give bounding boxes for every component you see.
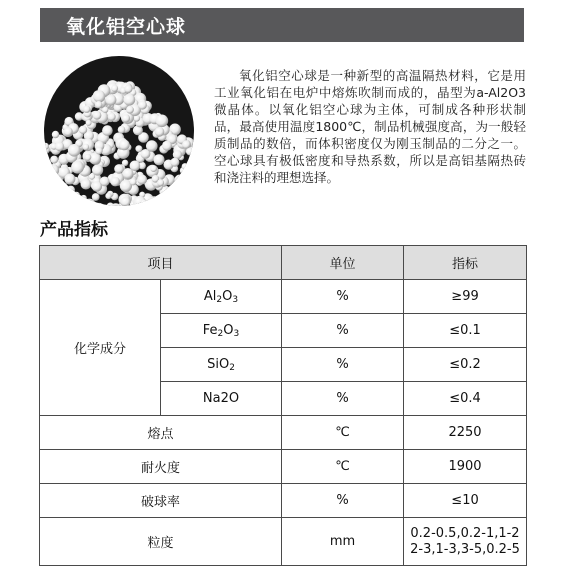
value-cell: ≤0.4 (404, 382, 527, 416)
sphere (92, 164, 103, 175)
sphere (122, 114, 130, 122)
sphere (69, 197, 77, 205)
sphere (137, 175, 147, 185)
sphere (51, 202, 63, 206)
unit-cell: ℃ (282, 450, 404, 484)
sphere (52, 131, 59, 138)
hollow-spheres-image (44, 56, 194, 206)
sphere (189, 181, 194, 188)
sphere (64, 174, 75, 185)
sphere (138, 101, 147, 110)
sphere (174, 175, 185, 186)
sphere (64, 127, 73, 136)
sphere (46, 189, 52, 195)
sphere (73, 192, 80, 199)
sphere (50, 176, 59, 185)
sphere (157, 179, 164, 186)
formula-cell: $Fe_2O_3$ (161, 314, 282, 348)
sphere (95, 147, 102, 154)
sphere (105, 193, 111, 199)
sphere (81, 179, 92, 190)
sphere (175, 187, 186, 198)
value-cell: ≤0.2 (404, 348, 527, 382)
sphere (170, 158, 179, 167)
sphere (61, 183, 68, 190)
unit-cell: % (282, 484, 404, 518)
item-cell: 耐火度 (40, 450, 282, 484)
unit-cell: % (282, 314, 404, 348)
sphere (55, 197, 62, 204)
sphere (50, 156, 58, 164)
sphere (135, 145, 142, 152)
sphere (54, 176, 62, 184)
formula-cell: Na2O (161, 382, 282, 416)
sphere (67, 204, 74, 206)
item-cell: 破球率 (40, 484, 282, 518)
formula-cell: $Al_2O_3$ (161, 280, 282, 314)
sphere (93, 90, 105, 102)
sphere (68, 144, 81, 157)
sphere (44, 201, 48, 206)
unit-cell: mm (282, 518, 404, 566)
sphere (63, 202, 73, 206)
sphere (141, 200, 147, 206)
sphere (67, 193, 80, 206)
sphere (137, 204, 147, 206)
sphere (150, 165, 157, 172)
sphere (83, 106, 90, 113)
value-cell: ≤10 (404, 484, 527, 518)
sphere (188, 171, 194, 177)
value-cell: ≥99 (404, 280, 527, 314)
sphere (162, 141, 172, 151)
item-cell: 粒度 (40, 518, 282, 566)
sphere (183, 187, 192, 196)
unit-cell: % (282, 382, 404, 416)
spec-table (39, 245, 527, 566)
sphere (154, 154, 165, 165)
sphere (55, 194, 64, 203)
sphere (182, 163, 189, 170)
sphere (166, 197, 178, 206)
sphere (126, 106, 134, 114)
sphere (114, 164, 124, 174)
table-row (40, 416, 527, 450)
unit-cell: ℃ (282, 416, 404, 450)
sphere (71, 161, 84, 174)
sphere (130, 178, 137, 185)
chemical-composition-label: 化学成分 (40, 280, 161, 416)
value-cell: ≤0.1 (404, 314, 527, 348)
page-title: 氧化铝空心球 (66, 15, 187, 38)
sphere (179, 180, 186, 187)
sphere (176, 180, 186, 190)
sphere (88, 201, 97, 206)
sphere (146, 140, 158, 152)
unit-cell: % (282, 348, 404, 382)
sphere (84, 154, 91, 161)
sphere (44, 167, 53, 179)
sphere (56, 195, 67, 206)
sphere (105, 95, 116, 106)
product-description: 氧化铝空心球是一种新型的高温隔热材料，它是用工业氧化铝在电炉中熔炼吹制而成的，晶型为a-Al2O3微晶体。以氧化铝空心球为主体，可制成各种形状制品，最高使用温度1800℃，制品机械强度高，为一般轻质制品的数倍，而体积密度仅为刚玉制品的二分之一。空心球具有极低密度和导热系数，所以是高铝基隔热砖和浇注料的理想选择。 (214, 68, 526, 185)
sphere (44, 197, 55, 206)
item-cell: 熔点 (40, 416, 282, 450)
value-cell (404, 518, 527, 566)
sphere (166, 205, 177, 206)
table-header-row (40, 246, 527, 280)
sphere (47, 164, 59, 176)
sphere (161, 196, 167, 202)
sphere (185, 186, 193, 194)
sphere (79, 126, 87, 134)
sphere (160, 200, 169, 206)
table-row (40, 450, 527, 484)
sphere (124, 85, 132, 93)
sphere (86, 120, 92, 126)
sphere (158, 200, 171, 206)
section-title: 产品指标 (40, 220, 108, 240)
sphere (67, 186, 75, 194)
sphere (75, 198, 86, 207)
sphere (184, 198, 191, 205)
sphere (184, 178, 194, 188)
granularity-line-2: 2-3,1-3,3-5,0.2-5 (410, 541, 520, 557)
sphere (155, 127, 165, 137)
sphere (95, 101, 102, 108)
sphere (93, 111, 102, 120)
product-photo (44, 56, 194, 206)
sphere (130, 161, 141, 172)
sphere (156, 115, 169, 128)
sphere (92, 181, 102, 191)
sphere (94, 203, 105, 206)
sphere (178, 176, 187, 185)
header-unit: 单位 (282, 246, 404, 280)
sphere (108, 113, 116, 121)
value-cell: 2250 (404, 416, 527, 450)
sphere (73, 200, 85, 206)
header-spec: 指标 (404, 246, 527, 280)
table-row (40, 280, 527, 314)
sphere (110, 177, 120, 187)
sphere (102, 125, 113, 136)
header-item: 项目 (40, 246, 282, 280)
sphere (182, 140, 190, 148)
sphere (55, 142, 64, 151)
table-row (40, 484, 527, 518)
sphere (177, 201, 189, 206)
sphere (111, 85, 118, 92)
sphere (174, 203, 182, 206)
sphere (123, 94, 135, 106)
value-cell: 1900 (404, 450, 527, 484)
sphere (44, 176, 52, 184)
sphere (118, 126, 126, 134)
sphere (81, 195, 87, 201)
granularity-line-1: 0.2-0.5,0.2-1,1-2 (410, 525, 520, 541)
sphere (119, 140, 130, 151)
formula-cell: SiO$_2$ (161, 348, 282, 382)
title-bar (40, 8, 524, 42)
sphere (182, 193, 191, 202)
table-row (40, 518, 527, 566)
sphere (66, 197, 73, 204)
unit-cell: % (282, 280, 404, 314)
sphere (83, 144, 89, 150)
